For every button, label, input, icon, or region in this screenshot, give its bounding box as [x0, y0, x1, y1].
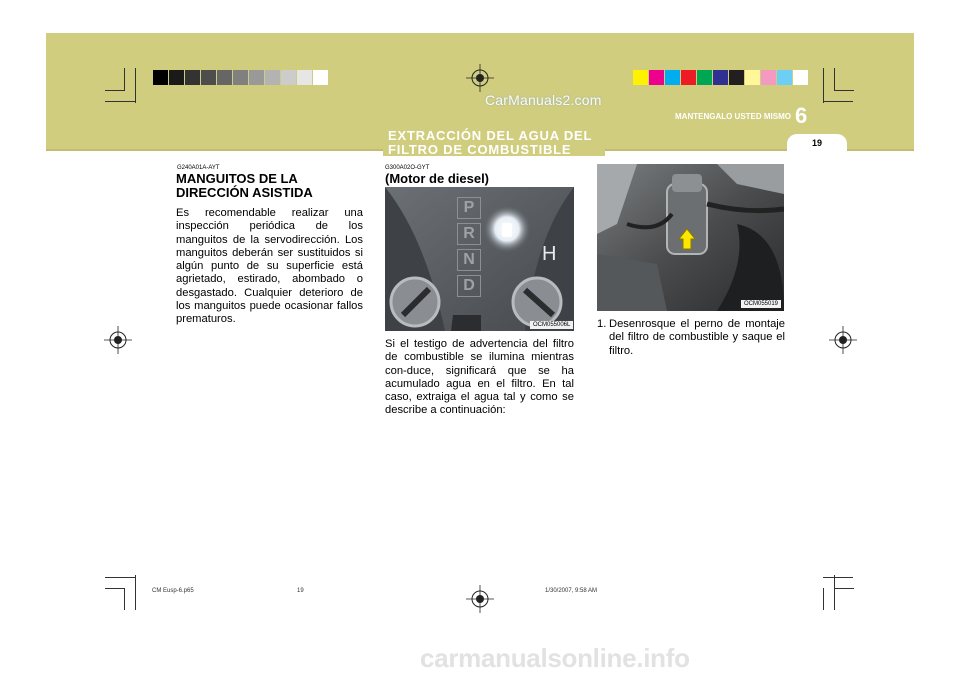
registration-mark-icon — [829, 326, 857, 354]
footer-date: 1/30/2007, 9:58 AM — [545, 588, 598, 594]
gear-indicator: R — [457, 223, 481, 245]
registration-mark-icon — [466, 64, 494, 92]
gauge-letter: H — [542, 243, 557, 265]
gear-indicator: N — [457, 249, 481, 271]
image-code: OCM055006L — [530, 321, 573, 329]
registration-mark-icon — [104, 326, 132, 354]
registration-mark-icon — [466, 585, 494, 613]
step-text: Desenrosque el perno de montaje del filtro de combustible y saque el filtro. — [609, 318, 785, 357]
section-code: G240A01A-AYT — [177, 165, 220, 171]
fuel-filter-image — [597, 164, 784, 311]
gear-indicator: D — [457, 275, 481, 297]
section-code: G300A02O-GYT — [385, 165, 430, 171]
watermark-link[interactable]: CarManuals2.com — [485, 92, 602, 108]
site-link[interactable]: carmanualsonline.info — [420, 643, 690, 673]
engine-bay-illustration — [597, 164, 784, 311]
footer-file-name: CM Eusp-6.p65 — [152, 588, 194, 594]
dashboard-warning-image — [385, 187, 574, 331]
chapter-number: 6 — [795, 103, 808, 128]
footer-page: 19 — [297, 588, 304, 594]
section-body-text: Es recomendable realizar una inspección periódica de los manguitos de la servodirección. Los manguitos deberán ser sustituidos si algún punto de su superficie está agrietado, estirado, abombado o desgastado. Cualquier deterioro de los manguitos puede ocasionar fallos prematuros. — [176, 207, 363, 326]
page-number: 19 — [811, 138, 822, 148]
section-heading: (Motor de diesel) — [385, 171, 490, 186]
section-body-text: Si el testigo de advertencia del filtro de combustible se ilumina mientras con-duce, significará que se ha acumulado agua en el filtro. En tal caso, extraiga el agua tal y como se describe a continuación: — [385, 338, 574, 417]
image-code: OCM055019 — [741, 300, 781, 308]
step-number: 1. — [597, 318, 607, 330]
section-heading: MANGUITOS DE LA DIRECCIÓN ASISTIDA — [176, 171, 313, 200]
gear-indicator: P — [457, 197, 481, 219]
page-title: EXTRACCIÓN DEL AGUA DEL FILTRO DE COMBUSTIBLE — [388, 128, 593, 157]
section-label: MANTENGALO USTED MISMO — [675, 112, 791, 121]
